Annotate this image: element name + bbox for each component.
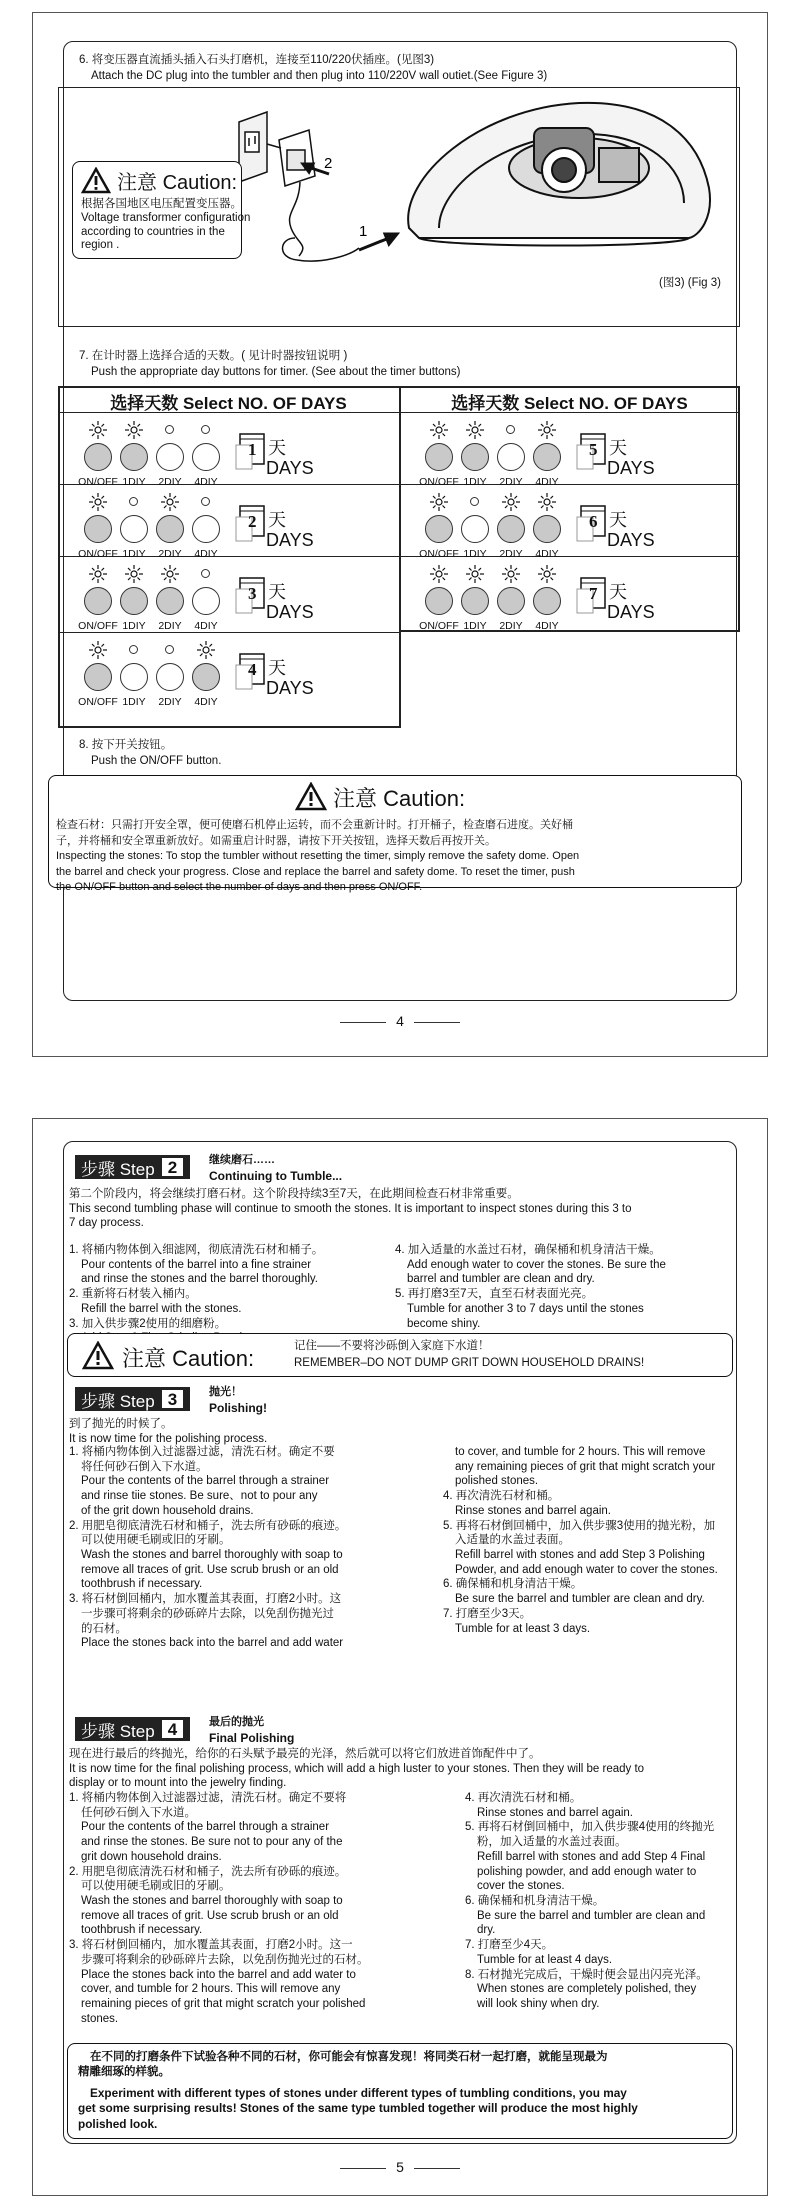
list-line: 步骤可将剩余的砂砾碎片去除，以免刮伤抛光过的石材。 bbox=[81, 1953, 369, 1966]
caution-en-title: Caution: bbox=[162, 172, 238, 194]
step-3-intro bbox=[69, 1417, 267, 1446]
list-line: 3. 加入供步骤2使用的细磨粉。 bbox=[69, 1317, 227, 1330]
days-label-en: DAYS bbox=[607, 457, 655, 478]
note-line: polished look. bbox=[78, 2116, 158, 2131]
timer-button-2diy bbox=[156, 443, 184, 471]
list-line: will look shiny when dry. bbox=[477, 1998, 600, 2011]
list-line: 可以使用硬毛刷或旧的牙刷。 bbox=[81, 1534, 231, 1547]
timer-button-label: ON/OFF bbox=[78, 476, 118, 488]
list-line: 将任何砂石倒入下水道。 bbox=[81, 1460, 208, 1473]
light-off-icon bbox=[129, 645, 138, 654]
page-number-5 bbox=[33, 2159, 767, 2175]
warning-triangle-icon bbox=[81, 167, 111, 194]
step-title-en: Final Polishing bbox=[209, 1730, 295, 1745]
timer-button-label: 2DIY bbox=[499, 476, 523, 488]
days-label-zh: 天 bbox=[268, 438, 286, 458]
list-line: 的石材。 bbox=[81, 1622, 127, 1635]
step6-en: Attach the DC plug into the tumbler and then plug into 110/220V wall outiet.(See Figure 3) bbox=[91, 70, 548, 82]
days-label-zh: 天 bbox=[609, 438, 627, 458]
step-word: 步骤 Step bbox=[81, 1721, 155, 1741]
step-2-left-list bbox=[69, 1243, 323, 1346]
days-label bbox=[268, 439, 314, 479]
calendar-icon bbox=[234, 577, 266, 617]
days-label-en: DAYS bbox=[266, 601, 314, 622]
days-label bbox=[609, 439, 655, 479]
days-label-en: DAYS bbox=[266, 529, 314, 550]
list-line: polishing powder, and add enough water to bbox=[477, 1865, 697, 1878]
days-label-zh: 天 bbox=[268, 582, 286, 602]
timer-button-2diy bbox=[497, 443, 525, 471]
list-line: toothbrush if necessary. bbox=[81, 1578, 203, 1591]
timer-button-on-off bbox=[84, 515, 112, 543]
calendar-day-number: 5 bbox=[589, 440, 598, 459]
list-line: 7. 打磨至少4天。 bbox=[465, 1939, 554, 1952]
list-line: 一步骤可将剩余的砂砾碎片去除，以免刮伤抛光过 bbox=[81, 1607, 334, 1620]
list-line: grit down household drains. bbox=[81, 1850, 222, 1863]
timer-button-1diy bbox=[120, 663, 148, 691]
list-line: and rinse tiie stones. Be sure、not to pour any bbox=[81, 1490, 318, 1503]
calendar-day-number: 3 bbox=[248, 584, 257, 603]
list-line: Place the stones back into the barrel and add water bbox=[81, 1637, 344, 1650]
timer-button-label: ON/OFF bbox=[419, 476, 459, 488]
timer-button-label: 1DIY bbox=[122, 696, 146, 708]
list-line: remove all traces of grit. Use scrub brush or an old bbox=[81, 1909, 339, 1922]
select-days-table bbox=[58, 386, 740, 728]
day-option-7 bbox=[399, 557, 740, 653]
caution-line: 检查石材：只需打开安全罩，便可使磨石机停止运转，而不会重新计时。打开桶子，检查磨石进度。关好桶 bbox=[56, 819, 573, 831]
list-line: Be sure the barrel and tumbler are clean and dry. bbox=[455, 1593, 705, 1606]
step-2-right-list bbox=[395, 1243, 666, 1331]
calendar-icon bbox=[575, 433, 607, 473]
calendar-icon bbox=[234, 653, 266, 693]
list-line: 6. 确保桶和机身清洁干燥。 bbox=[443, 1578, 583, 1591]
days-label bbox=[268, 511, 314, 551]
light-on-icon bbox=[538, 421, 556, 439]
list-line: and rinse the stones. Be sure not to pour any of the bbox=[81, 1836, 343, 1849]
list-line: 粉，加入适量的水盖过表面。 bbox=[477, 1836, 627, 1849]
power-adapter bbox=[267, 130, 359, 261]
caution-line: the ON/OFF button and select the number of days and then press ON/OFF. bbox=[56, 881, 423, 894]
manual-page-5 bbox=[32, 1118, 768, 2196]
caution-line: 根据各国地区电压配置变压器。 bbox=[81, 198, 242, 210]
step-4-badge bbox=[75, 1717, 190, 1741]
intro-line: This second tumbling phase will continue to smooth the stones. It is important to inspect stones during this 3 to bbox=[69, 1202, 632, 1215]
list-line: cover the stones. bbox=[477, 1880, 565, 1893]
list-line: Refill barrel with stones and add Step 4 Final bbox=[477, 1850, 706, 1863]
step-title-zh: 继续磨石…… bbox=[209, 1154, 275, 1166]
timer-button-label: 1DIY bbox=[463, 476, 487, 488]
timer-button-label: 2DIY bbox=[158, 620, 182, 632]
calendar-icon bbox=[234, 505, 266, 545]
calendar-day-number: 4 bbox=[248, 660, 257, 679]
caution-inspect-text bbox=[56, 818, 579, 896]
light-off-icon bbox=[129, 497, 138, 506]
table-header-left: 选择天数 Select NO. OF DAYS bbox=[110, 394, 347, 413]
intro-line: display or to mount into the jewelry finding. bbox=[69, 1777, 287, 1790]
step8-en: Push the ON/OFF button. bbox=[91, 755, 222, 767]
caution-line: Inspecting the stones: To stop the tumbler without resetting the timer, simply remove the safety dome. Open bbox=[56, 850, 580, 863]
timer-button-on-off bbox=[84, 663, 112, 691]
list-line: Pour the contents of the barrel through a strainer bbox=[81, 1821, 330, 1834]
list-line: 可以使用硬毛刷或旧的牙刷。 bbox=[81, 1880, 231, 1893]
list-line: of the grit down household drains. bbox=[81, 1504, 254, 1517]
timer-button-1diy bbox=[461, 515, 489, 543]
timer-button-4diy bbox=[533, 515, 561, 543]
wall-outlet bbox=[239, 112, 267, 182]
timer-button-4diy bbox=[192, 587, 220, 615]
timer-button-1diy bbox=[120, 515, 148, 543]
caution-line: region . bbox=[81, 239, 120, 252]
days-label-zh: 天 bbox=[268, 658, 286, 678]
list-line: 3. 将石材倒回桶内，加水覆盖其表面，打磨2小时。这一 bbox=[69, 1939, 353, 1952]
step7-zh: 7. 在计时器上选择合适的天数。( 见计时器按钮说明 ) bbox=[79, 350, 348, 362]
light-on-icon bbox=[89, 493, 107, 511]
list-line: 2. 用肥皂彻底清洗石材和桶子，洗去所有砂砾的痕迹。 bbox=[69, 1519, 347, 1532]
step-title-zh: 最后的抛光 bbox=[209, 1716, 264, 1728]
list-line: 4. 再次清洗石材和桶。 bbox=[465, 1792, 582, 1804]
calendar-icon bbox=[575, 577, 607, 617]
experiment-note-en bbox=[78, 2086, 638, 2132]
timer-button-label: 2DIY bbox=[499, 620, 523, 632]
step-3-title bbox=[209, 1385, 267, 1416]
light-on-icon bbox=[125, 565, 143, 583]
list-line: 2. 用肥皂彻底清洗石材和桶子，洗去所有砂砾的痕迹。 bbox=[69, 1865, 347, 1878]
timer-button-label: 2DIY bbox=[158, 476, 182, 488]
experiment-note-zh bbox=[78, 2050, 608, 2080]
calendar-icon bbox=[575, 505, 607, 545]
light-on-icon bbox=[538, 493, 556, 511]
light-on-icon bbox=[466, 421, 484, 439]
caution-zh-title: 注意 bbox=[333, 786, 378, 811]
list-line: toothbrush if necessary. bbox=[81, 1924, 203, 1937]
caution-box-inspect bbox=[48, 775, 742, 894]
calendar-day-number: 1 bbox=[248, 440, 257, 459]
days-label bbox=[268, 659, 314, 699]
calendar-day-number: 6 bbox=[589, 512, 598, 531]
days-label-zh: 天 bbox=[609, 582, 627, 602]
list-line: Add enough water to cover the stones. Be sure the bbox=[407, 1258, 666, 1271]
light-on-icon bbox=[197, 641, 215, 659]
days-label-zh: 天 bbox=[268, 510, 286, 530]
list-line: 任何砂石倒入下水道。 bbox=[81, 1806, 196, 1819]
days-label-en: DAYS bbox=[607, 601, 655, 622]
timer-button-label: ON/OFF bbox=[78, 620, 118, 632]
list-line: 1. 将桶内物体倒入过滤器过滤，清洗石材。确定不要将 bbox=[69, 1792, 347, 1804]
timer-button-on-off bbox=[84, 587, 112, 615]
caution-line: Voltage transformer configuration bbox=[81, 211, 251, 224]
list-line: Refill the barrel with the stones. bbox=[81, 1302, 242, 1315]
step-2-title bbox=[209, 1153, 342, 1184]
timer-button-1diy bbox=[461, 443, 489, 471]
timer-button-2diy bbox=[497, 587, 525, 615]
light-on-icon bbox=[502, 565, 520, 583]
list-line: Tumble for another 3 to 7 days until the stones bbox=[407, 1302, 644, 1315]
list-line: Rinse stones and barrel again. bbox=[455, 1504, 611, 1517]
timer-button-label: 4DIY bbox=[535, 476, 559, 488]
timer-button-1diy bbox=[461, 587, 489, 615]
caution-box-voltage bbox=[72, 161, 251, 259]
days-label bbox=[609, 583, 655, 623]
caution-zh-title: 注意 bbox=[122, 1346, 167, 1371]
intro-line: 7 day process. bbox=[69, 1217, 144, 1230]
intro-line: 到了抛光的时候了。 bbox=[69, 1418, 173, 1430]
light-off-icon bbox=[201, 569, 210, 578]
light-on-icon bbox=[89, 421, 107, 439]
timer-button-on-off bbox=[84, 443, 112, 471]
caution-line: according to countries in the bbox=[81, 225, 225, 238]
experiment-note-box bbox=[67, 2043, 733, 2139]
light-on-icon bbox=[502, 493, 520, 511]
step6-zh: 6. 将变压器直流插头插入石头打磨机，连接至110/220伏插座。(见图3) bbox=[79, 54, 435, 66]
list-line: stones. bbox=[81, 2012, 119, 2025]
list-line: any remaining pieces of grit that might scratch your bbox=[455, 1460, 716, 1473]
light-on-icon bbox=[430, 565, 448, 583]
list-line: 入适量的水盖过表面。 bbox=[455, 1534, 570, 1547]
timer-button-on-off bbox=[425, 443, 453, 471]
days-label-en: DAYS bbox=[266, 457, 314, 478]
page-number: 4 bbox=[396, 1013, 404, 1029]
timer-button-label: 1DIY bbox=[122, 548, 146, 560]
list-line: Tumble for at least 4 days. bbox=[477, 1953, 613, 1966]
light-on-icon bbox=[538, 565, 556, 583]
timer-button-label: 4DIY bbox=[194, 548, 218, 560]
step-2-intro bbox=[69, 1187, 632, 1231]
list-line: 2. 重新将石材装入桶内。 bbox=[69, 1288, 197, 1301]
list-line: Refill barrel with stones and add Step 3 Polishing bbox=[455, 1549, 705, 1562]
timer-button-label: 2DIY bbox=[158, 696, 182, 708]
timer-button-label: 1DIY bbox=[122, 476, 146, 488]
list-line: 1. 将桶内物体倒入细滤网，彻底清洗石材和桶子。 bbox=[69, 1244, 324, 1256]
timer-button-on-off bbox=[425, 515, 453, 543]
manual-page-4 bbox=[32, 12, 768, 1057]
step-3-left-list bbox=[69, 1445, 346, 1651]
light-on-icon bbox=[430, 421, 448, 439]
note-line: get some surprising results! Stones of the same type tumbled together will produce the most highly bbox=[78, 2101, 638, 2116]
list-line: 5. 再将石材倒回桶中，加入供步骤4使用的终抛光 bbox=[465, 1821, 715, 1834]
callout-2: 2 bbox=[324, 155, 333, 172]
timer-button-label: 1DIY bbox=[463, 548, 487, 560]
caution-voltage-text bbox=[81, 198, 250, 253]
step-word: 步骤 Step bbox=[81, 1159, 155, 1179]
days-label-en: DAYS bbox=[266, 677, 314, 698]
figure-3-box bbox=[58, 87, 740, 327]
list-line: Wash the stones and barrel thoroughly with soap to bbox=[81, 1895, 343, 1908]
list-line: to cover, and tumble for 2 hours. This will remove bbox=[455, 1446, 706, 1458]
caution-line: the barrel and check your progress. Close and replace the barrel and safety dome. To reset the timer, push bbox=[56, 865, 575, 878]
list-line: Place the stones back into the barrel and add water to bbox=[81, 1968, 356, 1981]
callout-1: 1 bbox=[359, 223, 368, 240]
light-on-icon bbox=[89, 565, 107, 583]
note-line: Experiment with different types of stones under different types of tumbling conditions, you may bbox=[90, 2086, 627, 2100]
list-line: 3. 将石材倒回桶内，加水覆盖其表面，打磨2小时。这 bbox=[69, 1593, 342, 1606]
intro-line: It is now time for the polishing process. bbox=[69, 1432, 268, 1445]
list-line: 6. 确保桶和机身清洁干燥。 bbox=[465, 1895, 605, 1908]
step-2-badge bbox=[75, 1155, 190, 1179]
rock-tumbler bbox=[408, 103, 710, 246]
timer-button-label: 4DIY bbox=[535, 620, 559, 632]
list-line: 5. 再将石材倒回桶中，加入供步骤3使用的抛光粉，加 bbox=[443, 1519, 716, 1532]
timer-button-2diy bbox=[156, 587, 184, 615]
timer-button-2diy bbox=[156, 663, 184, 691]
list-line: 5. 再打磨3至7天，直至石材表面光亮。 bbox=[395, 1288, 594, 1301]
list-line: remove all traces of grit. Use scrub brush or an old bbox=[81, 1563, 339, 1576]
figure-caption: (图3) (Fig 3) bbox=[659, 277, 721, 289]
timer-button-label: ON/OFF bbox=[419, 548, 459, 560]
timer-button-label: 1DIY bbox=[463, 620, 487, 632]
caution-zh-title: 注意 bbox=[117, 172, 157, 194]
list-line: Wash the stones and barrel thoroughly with soap to bbox=[81, 1549, 343, 1562]
timer-button-label: 4DIY bbox=[194, 620, 218, 632]
list-line: When stones are completely polished, they bbox=[477, 1983, 697, 1996]
light-on-icon bbox=[161, 565, 179, 583]
timer-button-4diy bbox=[192, 443, 220, 471]
light-on-icon bbox=[466, 565, 484, 583]
list-line: polished stones. bbox=[455, 1475, 539, 1488]
list-line: Be sure the barrel and tumbler are clean and bbox=[477, 1909, 706, 1922]
list-line: 4. 加入适量的水盖过石材，确保桶和机身清洁干燥。 bbox=[395, 1244, 661, 1256]
step-3-badge bbox=[75, 1387, 190, 1411]
caution-drains-en: REMEMBER–DO NOT DUMP GRIT DOWN HOUSEHOLD DRAINS! bbox=[294, 1357, 645, 1369]
timer-button-4diy bbox=[533, 443, 561, 471]
table-header-right: 选择天数 Select NO. OF DAYS bbox=[451, 394, 688, 413]
timer-button-2diy bbox=[497, 515, 525, 543]
light-off-icon bbox=[165, 645, 174, 654]
light-on-icon bbox=[89, 641, 107, 659]
step-number: 4 bbox=[161, 1719, 184, 1739]
intro-line: It is now time for the final polishing process, which will add a high luster to your stones. Then they will be ready to bbox=[69, 1762, 645, 1775]
list-line: Pour contents of the barrel into a fine strainer bbox=[81, 1258, 312, 1271]
timer-button-2diy bbox=[156, 515, 184, 543]
step-title-en: Polishing! bbox=[209, 1400, 267, 1415]
warning-triangle-icon bbox=[82, 1341, 114, 1370]
step-title-zh: 抛光！ bbox=[209, 1386, 242, 1398]
list-line: barrel and tumbler are clean and dry. bbox=[407, 1273, 595, 1286]
day-option-4 bbox=[58, 633, 399, 729]
note-line: 在不同的打磨条件下试验各种不同的石材，你可能会有惊喜发现！将同类石材一起打磨，就能呈现最为 bbox=[90, 2051, 608, 2063]
list-line: 4. 再次清洗石材和桶。 bbox=[443, 1490, 560, 1503]
list-line: cover, and tumble for 2 hours. This will remove any bbox=[81, 1983, 341, 1996]
step-title-en: Continuing to Tumble... bbox=[209, 1168, 343, 1183]
list-line: remaining pieces of grit that might scratch your polished bbox=[81, 1998, 366, 2011]
timer-button-4diy bbox=[192, 663, 220, 691]
list-line: Pour the contents of the barrel through a strainer bbox=[81, 1475, 330, 1488]
step-4-intro bbox=[69, 1747, 644, 1791]
light-on-icon bbox=[161, 493, 179, 511]
timer-button-4diy bbox=[192, 515, 220, 543]
list-line: Tumble for at least 3 days. bbox=[455, 1622, 591, 1635]
timer-button-1diy bbox=[120, 587, 148, 615]
timer-button-4diy bbox=[533, 587, 561, 615]
step-4-left-list bbox=[69, 1791, 369, 2027]
caution-en-title: Caution: bbox=[172, 1346, 255, 1371]
timer-button-label: 2DIY bbox=[158, 548, 182, 560]
list-line: 8. 石材抛光完成后，干燥时便会显出闪亮光泽。 bbox=[465, 1968, 708, 1981]
calendar-day-number: 2 bbox=[248, 512, 257, 531]
caution-box-drains bbox=[67, 1333, 733, 1377]
note-line: 精雕细琢的样貌。 bbox=[78, 2065, 170, 2078]
intro-line: 现在进行最后的终抛光，给你的石头赋予最亮的光泽，然后就可以将它们放进首饰配件中了。 bbox=[69, 1748, 541, 1760]
step7-en: Push the appropriate day buttons for timer. (See about the timer buttons) bbox=[91, 366, 461, 378]
timer-button-label: ON/OFF bbox=[78, 696, 118, 708]
timer-button-label: 2DIY bbox=[499, 548, 523, 560]
intro-line: 第二个阶段内，将会继续打磨石材。这个阶段持续3至7天，在此期间检查石材非常重要。 bbox=[69, 1188, 519, 1200]
page-number-4 bbox=[33, 1013, 767, 1029]
timer-button-label: 4DIY bbox=[194, 696, 218, 708]
list-line: dry. bbox=[477, 1924, 496, 1937]
list-line: Rinse stones and barrel again. bbox=[477, 1806, 633, 1819]
timer-button-label: 1DIY bbox=[122, 620, 146, 632]
light-off-icon bbox=[201, 497, 210, 506]
light-on-icon bbox=[430, 493, 448, 511]
light-off-icon bbox=[165, 425, 174, 434]
step-number: 2 bbox=[161, 1157, 184, 1177]
days-label-en: DAYS bbox=[607, 529, 655, 550]
step-4-title bbox=[209, 1715, 294, 1746]
step-number: 3 bbox=[161, 1389, 184, 1409]
days-label-zh: 天 bbox=[609, 510, 627, 530]
caution-en-title: Caution: bbox=[383, 786, 466, 811]
light-on-icon bbox=[125, 421, 143, 439]
warning-triangle-icon bbox=[295, 782, 327, 811]
step-3-right-list bbox=[443, 1445, 718, 1636]
calendar-icon bbox=[234, 433, 266, 473]
light-off-icon bbox=[201, 425, 210, 434]
timer-button-label: 4DIY bbox=[535, 548, 559, 560]
timer-button-label: ON/OFF bbox=[419, 620, 459, 632]
list-line: 1. 将桶内物体倒入过滤器过滤，清洗石材。确定不要 bbox=[69, 1446, 335, 1458]
light-off-icon bbox=[506, 425, 515, 434]
timer-button-label: 4DIY bbox=[194, 476, 218, 488]
list-line: become shiny. bbox=[407, 1317, 481, 1330]
light-off-icon bbox=[470, 497, 479, 506]
page-number: 5 bbox=[396, 2159, 404, 2175]
step8-zh: 8. 按下开关按钮。 bbox=[79, 739, 173, 751]
list-line: and rinse the stones and the barrel thoroughly. bbox=[81, 1273, 318, 1286]
step-word: 步骤 Step bbox=[81, 1391, 155, 1411]
days-label bbox=[268, 583, 314, 623]
caution-line: 子，并将桶和安全罩重新放好。如需重启计时器，请按下开关按钮，选择天数后再按开关。 bbox=[56, 834, 496, 847]
days-label bbox=[609, 511, 655, 551]
list-line: 7. 打磨至少3天。 bbox=[443, 1607, 532, 1620]
caution-drains-zh: 记住——不要将沙砾倒入家庭下水道！ bbox=[294, 1340, 490, 1352]
list-line: Powder, and add enough water to cover the stones. bbox=[455, 1563, 718, 1576]
timer-button-label: ON/OFF bbox=[78, 548, 118, 560]
timer-button-on-off bbox=[425, 587, 453, 615]
step-4-right-list bbox=[465, 1791, 714, 2012]
calendar-day-number: 7 bbox=[589, 584, 598, 603]
timer-button-1diy bbox=[120, 443, 148, 471]
